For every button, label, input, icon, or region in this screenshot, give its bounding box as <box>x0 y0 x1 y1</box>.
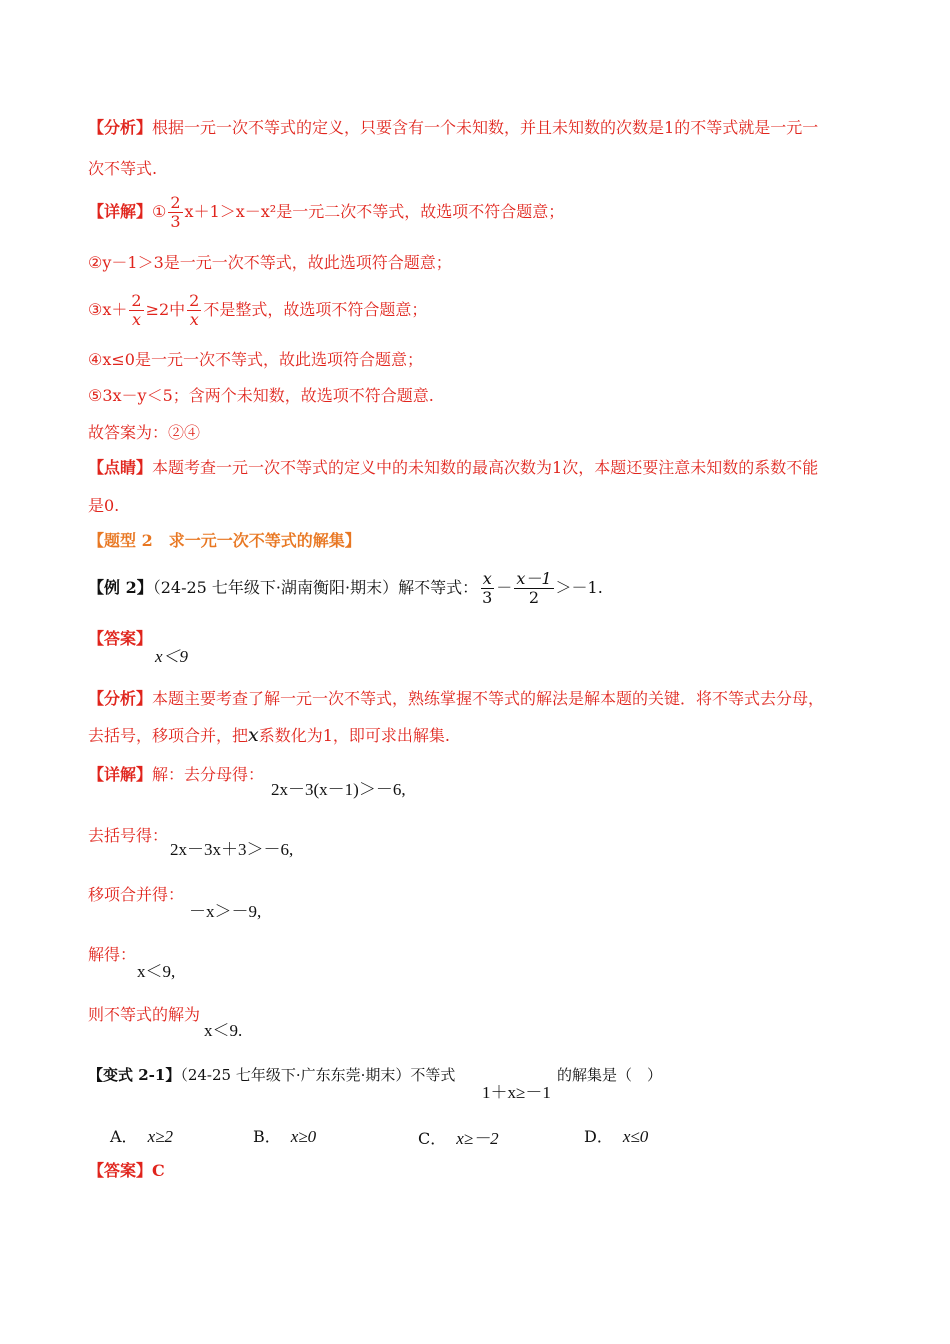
example2-line <box>88 570 603 607</box>
detail2-step4-eq: x＜9, <box>137 962 176 981</box>
fraction-denominator: 3 <box>170 212 181 231</box>
comment1-text1: 本题考查一元一次不等式的定义中的未知数的最高次数为1次，本题还要注意未知数的系数不能 <box>152 458 819 477</box>
analysis1-line1 <box>88 117 818 139</box>
detail2-step1-eq: 2x－3(x－1)＞－6, <box>271 780 406 799</box>
analysis2-tag: 【分析】 <box>88 689 153 708</box>
variant21-source: （24-25 七年级下·广东东莞·期末）不等式 <box>180 1066 456 1084</box>
detail1-item1-fraction <box>168 194 182 231</box>
detail1-tag: 【详解】 <box>88 202 153 221</box>
comment1-tag: 【点睛】 <box>88 458 153 477</box>
detail2-step3-eq: －x＞－9, <box>189 902 262 921</box>
option-b-letter: B． <box>253 1127 281 1146</box>
comment1-line1 <box>88 457 818 479</box>
fraction-numerator: x <box>482 569 492 588</box>
answer1: 故答案为：②④ <box>88 423 201 442</box>
detail2-step4-label: 解得： <box>88 945 137 964</box>
detail2-step1-text: 解：去分母得： <box>152 765 265 784</box>
option-c[interactable] <box>418 1124 499 1149</box>
option-b-value: x≥0 <box>290 1127 317 1146</box>
analysis1-text1: 根据一元一次不等式的定义，只要含有一个未知数，并且未知数的次数是1的不等式就是一元一 <box>152 118 819 137</box>
example2-rhs: ＞－1. <box>555 578 603 597</box>
detail1-item3-fraction1 <box>129 292 143 329</box>
detail1-item1 <box>88 194 564 231</box>
detail2-tag: 【详解】 <box>88 765 153 784</box>
analysis2-x: x <box>248 724 259 746</box>
example2-fraction1 <box>480 570 494 607</box>
detail1-item5: ⑤3x－y＜5；含两个未知数，故选项不符合题意. <box>88 386 434 405</box>
option-a-letter: A． <box>110 1127 138 1146</box>
answer3-value: C <box>152 1161 165 1180</box>
option-b[interactable] <box>253 1124 316 1147</box>
option-c-letter: C． <box>418 1129 447 1148</box>
variant21-line <box>88 1064 455 1086</box>
analysis2-text1: 本题主要考查了解一元一次不等式，熟练掌握不等式的解法是解本题的关键．将不等式去分母， <box>152 689 825 708</box>
comment1-line2: 是0. <box>88 496 120 515</box>
answer2-tag: 【答案】 <box>88 629 153 648</box>
detail2-step5-eq: x＜9. <box>204 1021 243 1040</box>
analysis2-text2b: 系数化为1，即可求出解集. <box>258 726 451 745</box>
variant21-label: 【变式 2-1】 <box>88 1066 181 1084</box>
fraction-denominator: x <box>131 310 141 329</box>
fraction-numerator: x－1 <box>516 569 552 588</box>
detail1-item3-fraction2 <box>187 292 201 329</box>
detail1-item3-mid: ≥2中 <box>145 300 186 319</box>
detail1-item2: ②y－1＞3是一元一次不等式，故此选项符合题意； <box>88 253 452 272</box>
detail1-item4: ④x≤0是一元一次不等式，故此选项符合题意； <box>88 350 423 369</box>
fraction-numerator: 2 <box>131 291 142 310</box>
example2-minus: － <box>496 578 513 597</box>
analysis2-text2a: 去括号，移项合并，把 <box>88 726 249 745</box>
fraction-denominator: 3 <box>482 588 493 607</box>
answer2-value: x＜9 <box>155 647 189 666</box>
detail1-item3-prefix: ③x＋ <box>88 300 128 319</box>
option-d-letter: D． <box>584 1127 613 1146</box>
option-a-value: x≥2 <box>147 1127 173 1146</box>
detail2-step5-label: 则不等式的解为 <box>88 1005 201 1024</box>
detail2-step2-label: 去括号得： <box>88 826 169 845</box>
variant21-suffix: 的解集是（ ） <box>557 1066 663 1084</box>
analysis2-line1 <box>88 688 824 710</box>
fraction-numerator: 2 <box>189 291 200 310</box>
analysis1-line2: 次不等式. <box>88 159 158 178</box>
fraction-denominator: x <box>189 310 199 329</box>
detail2-step3-label: 移项合并得： <box>88 885 185 904</box>
fraction-denominator: 2 <box>528 588 540 607</box>
option-d-value: x≤0 <box>622 1127 649 1146</box>
detail2-step1-label <box>88 764 264 786</box>
section2-title: 【题型 2 求一元一次不等式的解集】 <box>88 531 361 550</box>
answer3-tag: 【答案】 <box>88 1161 153 1180</box>
detail1-item3 <box>88 292 427 329</box>
example2-label: 【例 2】 <box>88 578 153 597</box>
answer3-line <box>88 1160 165 1182</box>
detail1-item1-prefix: ① <box>152 202 167 221</box>
example2-source: （24-25 七年级下·湖南衡阳·期末）解不等式： <box>152 578 479 597</box>
detail1-item3-rest: 不是整式，故选项不符合题意； <box>203 300 428 319</box>
variant21-inequality: 1＋x≥－1 <box>482 1083 551 1102</box>
analysis1-tag: 【分析】 <box>88 118 153 137</box>
example2-fraction2 <box>514 570 553 607</box>
analysis2-line2 <box>88 724 450 747</box>
fraction-numerator: 2 <box>170 193 181 212</box>
option-a[interactable] <box>110 1124 173 1147</box>
option-d[interactable] <box>584 1124 648 1147</box>
option-c-value: x≥－2 <box>456 1129 499 1148</box>
detail2-step2-eq: 2x－3x＋3＞－6, <box>170 840 294 859</box>
detail1-item1-rest: x＋1＞x－x²是一元二次不等式，故选项不符合题意； <box>184 202 565 221</box>
